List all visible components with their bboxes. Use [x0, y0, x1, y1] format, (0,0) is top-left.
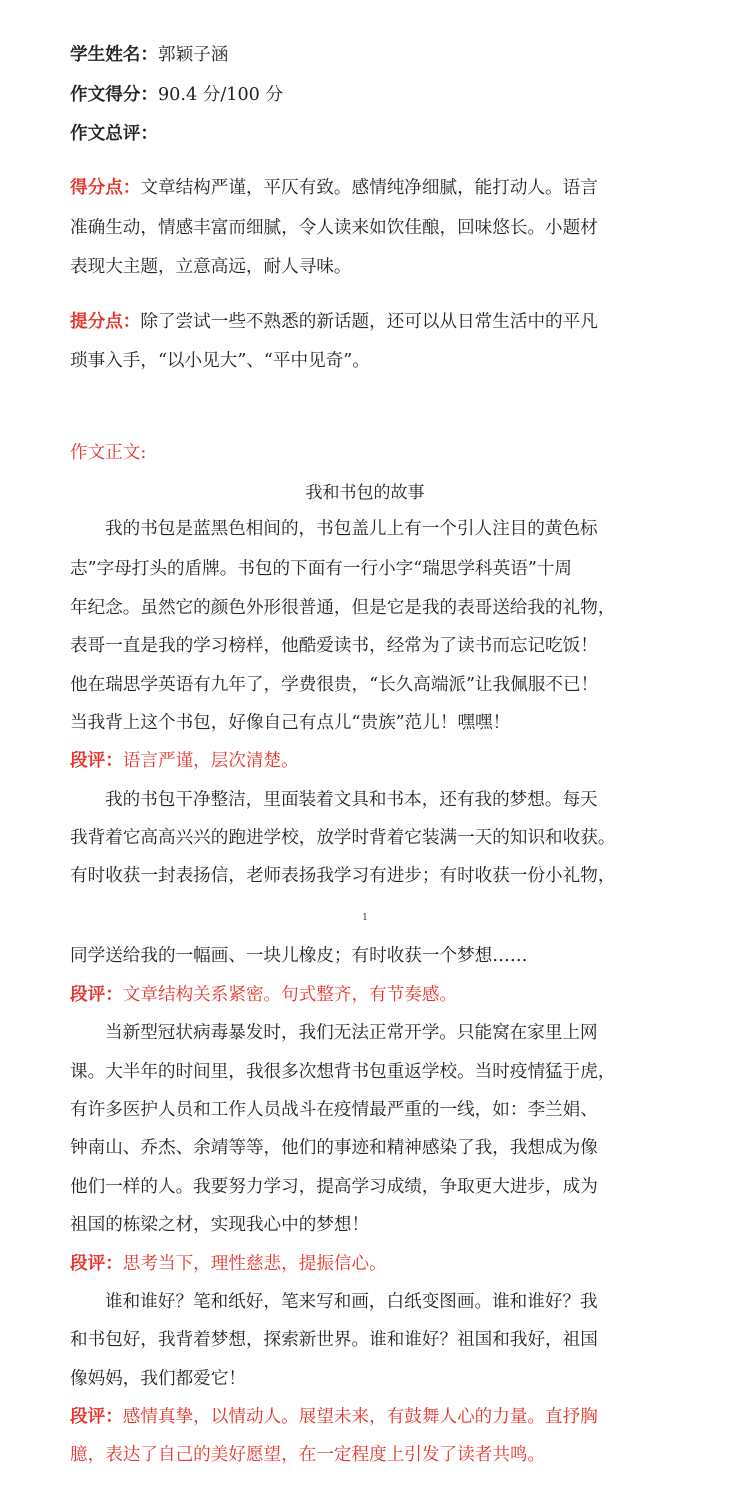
essay-paragraph-line: 有许多医护人员和工作人员战斗在疫情最严重的一线，如：李兰娟、: [70, 1100, 598, 1120]
strengths-line: [70, 176, 670, 200]
essay-title: 我和书包的故事: [305, 483, 425, 503]
essay-paragraph-line: 当新型冠状病毒暴发时，我们无法正常开学。只能窝在家里上网: [105, 1023, 598, 1043]
essay-paragraph-line: 当我背上这个书包，好像自己有点儿“贵族”范儿！嘿嘿！: [70, 713, 511, 733]
paragraph-comment-line: 臆，表达了自己的美好愿望，在一定程度上引发了读者共鸣。: [70, 1445, 546, 1465]
strengths-text: 文章结构严谨，平仄有致。感情纯净细腻，能打动人。语言: [140, 178, 598, 198]
score-row: [70, 83, 670, 107]
essay-paragraph-line: 课。大半年的时间里，我很多次想背书包重返学校。当时疫情猛于虎，: [70, 1062, 616, 1082]
student-name-label: 学生姓名：: [70, 44, 158, 65]
essay-paragraph-line: 他们一样的人。我要努力学习，提高学习成绩，争取更大进步，成为: [70, 1177, 598, 1197]
comment-text: 思考当下，理性慈悲，提振信心。: [122, 1254, 387, 1274]
essay-paragraph-line: 和书包好，我背着梦想，探索新世界。谁和谁好？祖国和我好，祖国: [70, 1330, 598, 1350]
improve-text: 除了尝试一些不熟悉的新话题，还可以从日常生活中的平凡: [140, 312, 598, 332]
essay-paragraph-line: 有时收获一封表扬信，老师表扬我学习有进步；有时收获一份小礼物，: [70, 866, 616, 886]
score-label: 作文得分：: [70, 84, 158, 105]
comment-text: 语言严谨，层次清楚。: [122, 751, 299, 771]
essay-paragraph-line: 钟南山、乔杰、余靖等等，他们的事迹和精神感染了我，我想成为像: [70, 1138, 598, 1158]
strengths-label: 得分点：: [70, 177, 141, 198]
paragraph-comment: [70, 749, 670, 773]
comment-label: 段评：: [70, 984, 123, 1005]
essay-paragraph-line: 祖国的栋梁之材，实现我心中的梦想！: [70, 1215, 370, 1235]
improve-line: 琐事入手，“以小见大”、“平中见奇”。: [70, 351, 370, 371]
essay-paragraph-line: 年纪念。虽然它的颜色外形很普通，但是它是我的表哥送给我的礼物，: [70, 598, 616, 618]
score-value: 90.4 分/100 分: [157, 85, 284, 105]
strengths-line: 准确生动，情感丰富而细腻，令人读来如饮佳酿，回味悠长。小题材: [70, 218, 598, 238]
essay-paragraph-line: 我的书包是蓝黑色相间的，书包盖儿上有一个引人注目的黄色标: [105, 519, 598, 539]
improve-line: [70, 310, 670, 334]
review-label: 作文总评：: [70, 123, 158, 144]
essay-paragraph-line: 谁和谁好？笔和纸好，笔来写和画，白纸变图画。谁和谁好？我: [105, 1292, 598, 1312]
essay-paragraph-line: 他在瑞思学英语有九年了，学费很贵，“长久高端派”让我佩服不已！: [70, 675, 599, 695]
comment-label: 段评：: [70, 1406, 123, 1427]
student-name-value: 郭颖子涵: [157, 45, 229, 65]
essay-paragraph-line: 同学送给我的一幅画、一块儿橡皮；有时收获一个梦想……: [70, 946, 528, 966]
essay-paragraph-line: 像妈妈，我们都爱它！: [70, 1369, 246, 1389]
essay-paragraph-line: 我的书包干净整洁，里面装着文具和书本，还有我的梦想。每天: [105, 790, 598, 810]
comment-text: 文章结构关系紧密。句式整齐，有节奏感。: [122, 985, 458, 1005]
paragraph-comment: [70, 1252, 670, 1276]
page-number: 1: [362, 913, 368, 923]
essay-paragraph-line: 表哥一直是我的学习榜样，他酷爱读书，经常为了读书而忘记吃饭！: [70, 636, 598, 656]
essay-paragraph-line: 志”字母打头的盾牌。书包的下面有一行小字“瑞思学科英语”十周: [70, 559, 573, 579]
student-name-row: [70, 43, 670, 67]
strengths-line: 表现大主题，立意高远，耐人寻味。: [70, 257, 352, 277]
paragraph-comment: [70, 1405, 670, 1429]
improve-label: 提分点：: [70, 311, 141, 332]
essay-label: 作文正文:: [70, 443, 147, 463]
paragraph-comment: [70, 983, 670, 1007]
comment-label: 段评：: [70, 750, 123, 771]
comment-text: 感情真挚，以情动人。展望未来，有鼓舞人心的力量。直抒胸: [122, 1407, 598, 1427]
comment-label: 段评：: [70, 1253, 123, 1274]
essay-paragraph-line: 我背着它高高兴兴的跑进学校，放学时背着它装满一天的知识和收获。: [70, 828, 616, 848]
